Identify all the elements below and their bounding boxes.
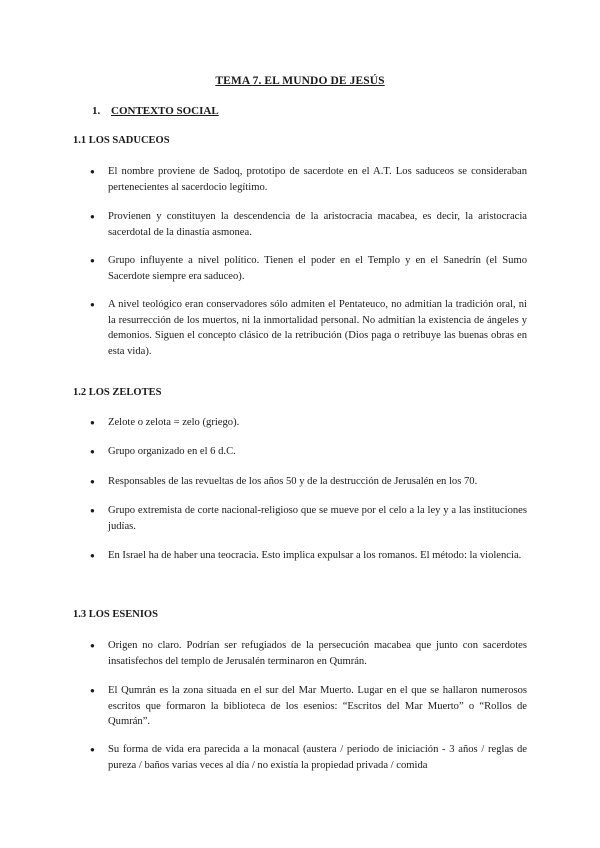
list-item: Responsables de las revueltas de los años 50 y de la destrucción de Jerusalén en los 70. [108, 476, 478, 487]
bullet-icon: ● [90, 745, 95, 754]
bullet-icon: ● [90, 256, 95, 265]
list-item: Grupo influyente a nivel político. Tienen el poder en el Templo y en el Sanedrín (el Sumo Sacerdote siempre era saduceo). [108, 255, 527, 282]
bullet-icon: ● [90, 212, 95, 221]
subheading-esenios: 1.3 LOS ESENIOS [73, 609, 158, 620]
document-title: TEMA 7. EL MUNDO DE JESÚS [215, 75, 385, 87]
list-item: En Israel ha de haber una teocracia. Esto implica expulsar a los romanos. El método: la violencia. [108, 550, 522, 561]
subheading-zelotes: 1.2 LOS ZELOTES [73, 387, 162, 398]
list-item: Grupo extremista de corte nacional-religioso que se mueve por el celo a la ley y a las instituciones judías. [108, 505, 527, 532]
bullet-icon: ● [90, 551, 95, 560]
list-item: El Qumrán es la zona situada en el sur del Mar Muerto. Lugar en el que se hallaron numerosos escritos que formaron la biblioteca de los esenios: “Escritos del Mar Muerto” o “Rollos de Qumrán”. [108, 685, 527, 727]
list-item: Zelote o zelota = zelo (griego). [108, 417, 240, 428]
section-number: 1. [92, 105, 101, 117]
subheading-saduceos: 1.1 LOS SADUCEOS [73, 135, 170, 146]
list-item: Su forma de vida era parecida a la monacal (austera / periodo de iniciación - 3 años / reglas de pureza / baños varias veces al día / no existía la propiedad privada / comida [108, 744, 527, 771]
bullet-icon: ● [90, 686, 95, 695]
list-item: A nivel teológico eran conservadores sólo admiten el Pentateuco, no admitían la tradición oral, ni la resurrección de los muertos, ni la inmortalidad personal. No admitían la existencia de ángeles y demonios. Siguen el concepto clásico de la retribución (Dios paga o retribuye las buenas obras en esta vida). [108, 299, 527, 357]
bullet-icon: ● [90, 300, 95, 309]
bullet-icon: ● [90, 418, 95, 427]
bullet-icon: ● [90, 641, 95, 650]
bullet-icon: ● [90, 447, 95, 456]
list-item: El nombre proviene de Sadoq, prototipo de sacerdote en el A.T. Los saduceos se consideraban pertenecientes al sacerdocio legítimo. [108, 166, 527, 193]
bullet-icon: ● [90, 167, 95, 176]
section-label: CONTEXTO SOCIAL [111, 105, 219, 117]
list-item: Provienen y constituyen la descendencia de la aristocracia macabea, es decir, la aristocracia sacerdotal de la dinastía asmonea. [108, 211, 527, 238]
section-heading [92, 105, 219, 117]
bullet-icon: ● [90, 477, 95, 486]
list-item: Origen no claro. Podrían ser refugiados de la persecución macabea que junto con sacerdotes insatisfechos del templo de Jerusalén terminaron en Qumrán. [108, 640, 527, 667]
bullet-icon: ● [90, 506, 95, 515]
list-item: Grupo organizado en el 6 d.C. [108, 446, 236, 457]
